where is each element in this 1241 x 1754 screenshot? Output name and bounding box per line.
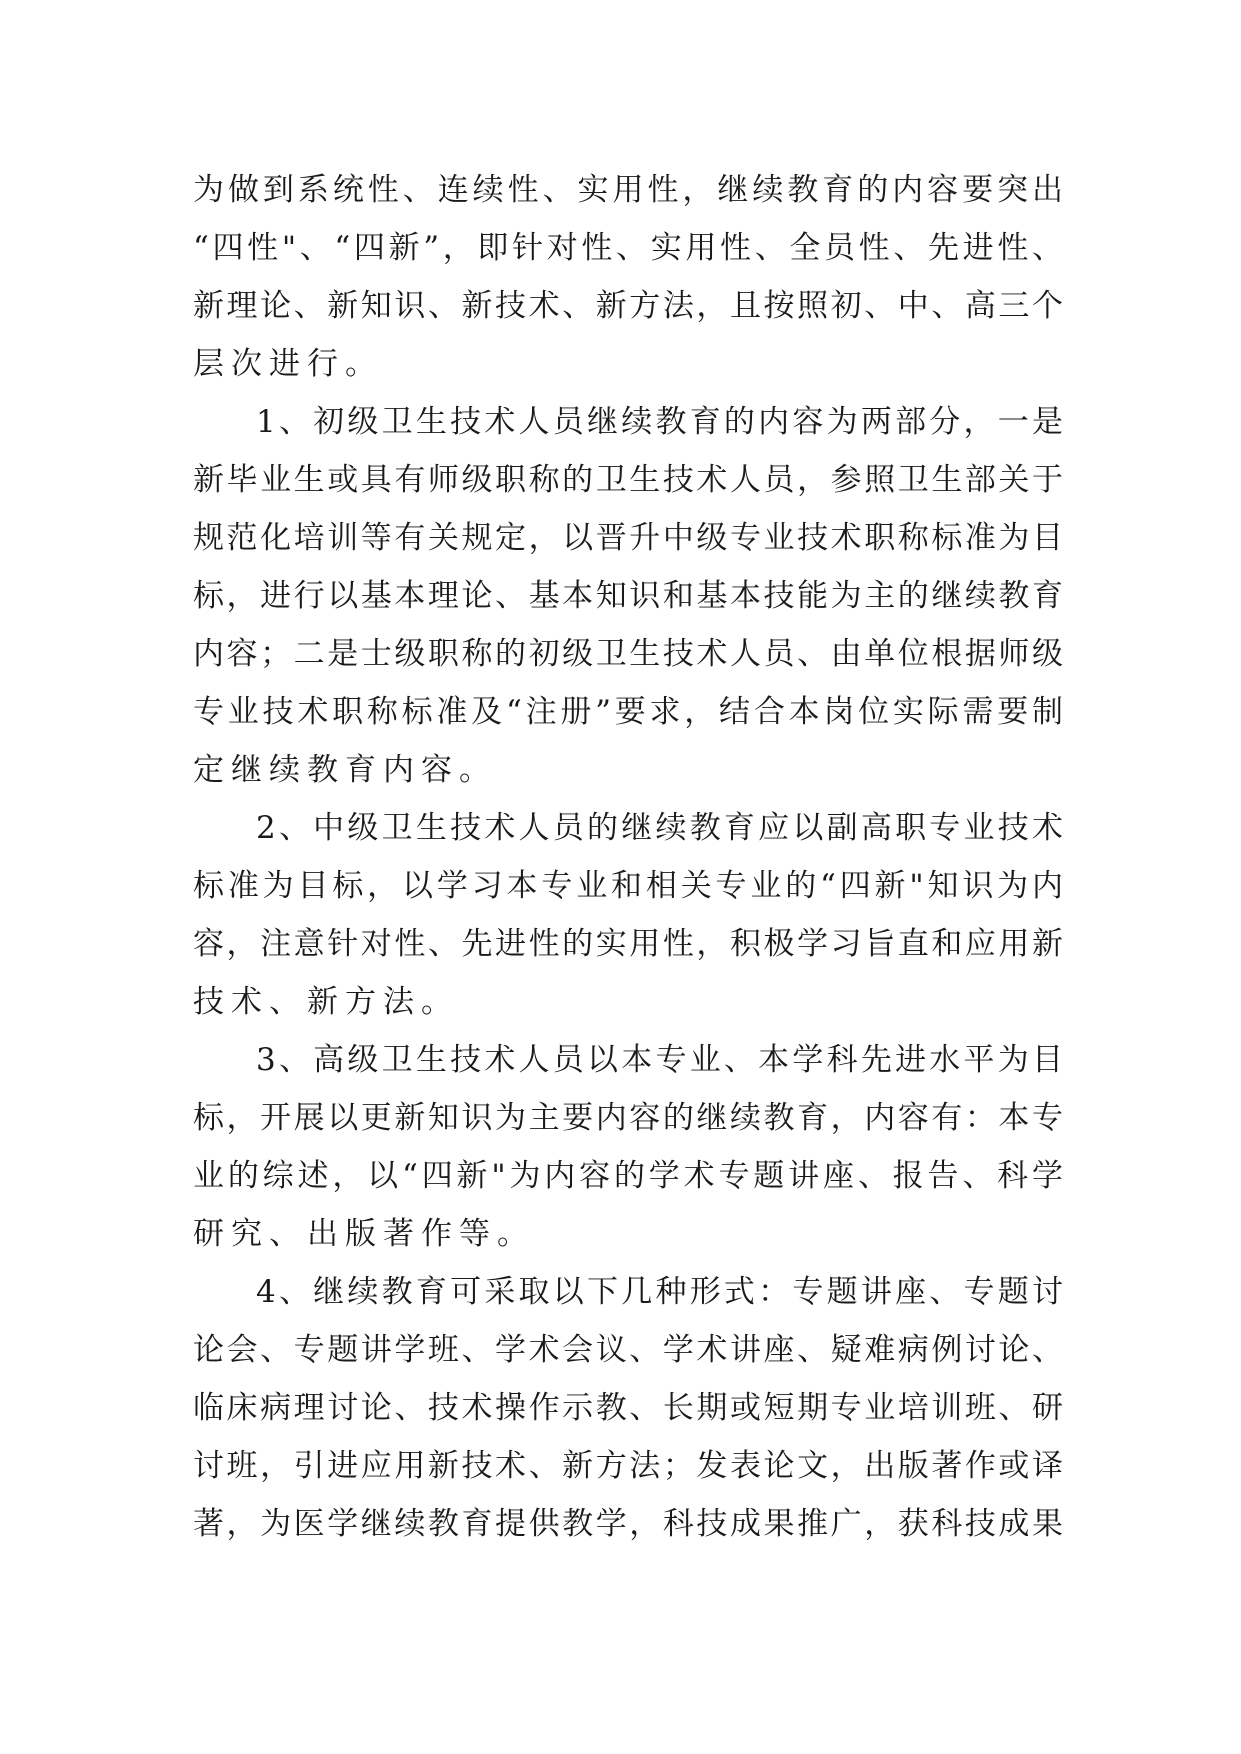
text-line: 规范化培训等有关规定，以晋升中级专业技术职称标准为目 [193,520,1063,556]
text-line: 研究、出版著作等。 [193,1216,535,1252]
text-line: 专业技术职称标准及“注册”要求，结合本岗位实际需要制 [193,694,1063,730]
text-line: 新毕业生或具有师级职称的卫生技术人员，参照卫生部关于 [193,462,1063,498]
text-line: “四性"、“四新”，即针对性、实用性、全员性、先进性、 [193,230,1063,266]
text-line: 定继续教育内容。 [193,752,497,788]
text-line: 临床病理讨论、技术操作示教、长期或短期专业培训班、研 [193,1390,1063,1426]
text-line: 著，为医学继续教育提供教学，科技成果推广，获科技成果 [193,1506,1063,1542]
text-line: 讨班，引进应用新技术、新方法；发表论文，出版著作或译 [193,1448,1063,1484]
text-line: 业的综述，以“四新"为内容的学术专题讲座、报告、科学 [193,1158,1063,1194]
text-line: 新理论、新知识、新技术、新方法，且按照初、中、高三个 [193,288,1063,324]
paragraph-4-first-line: 4、继续教育可采取以下几种形式：专题讲座、专题讨 [256,1274,1063,1310]
text-line: 标，开展以更新知识为主要内容的继续教育，内容有：本专 [193,1100,1063,1136]
text-line: 标，进行以基本理论、基本知识和基本技能为主的继续教育 [193,578,1063,614]
text-line: 标准为目标，以学习本专业和相关专业的“四新"知识为内 [193,868,1063,904]
text-line: 论会、专题讲学班、学术会议、学术讲座、疑难病例讨论、 [193,1332,1063,1368]
paragraph-3-first-line: 3、高级卫生技术人员以本专业、本学科先进水平为目 [256,1042,1063,1078]
text-line: 容，注意针对性、先进性的实用性，积极学习旨直和应用新 [193,926,1063,962]
paragraph-2-first-line: 2、中级卫生技术人员的继续教育应以副高职专业技术 [256,810,1063,846]
text-line: 层次进行。 [193,346,383,382]
text-line: 为做到系统性、连续性、实用性，继续教育的内容要突出 [193,172,1063,208]
paragraph-1-first-line: 1、初级卫生技术人员继续教育的内容为两部分，一是 [256,404,1063,440]
text-line: 技术、新方法。 [193,984,459,1020]
text-line: 内容；二是士级职称的初级卫生技术人员、由单位根据师级 [193,636,1063,672]
